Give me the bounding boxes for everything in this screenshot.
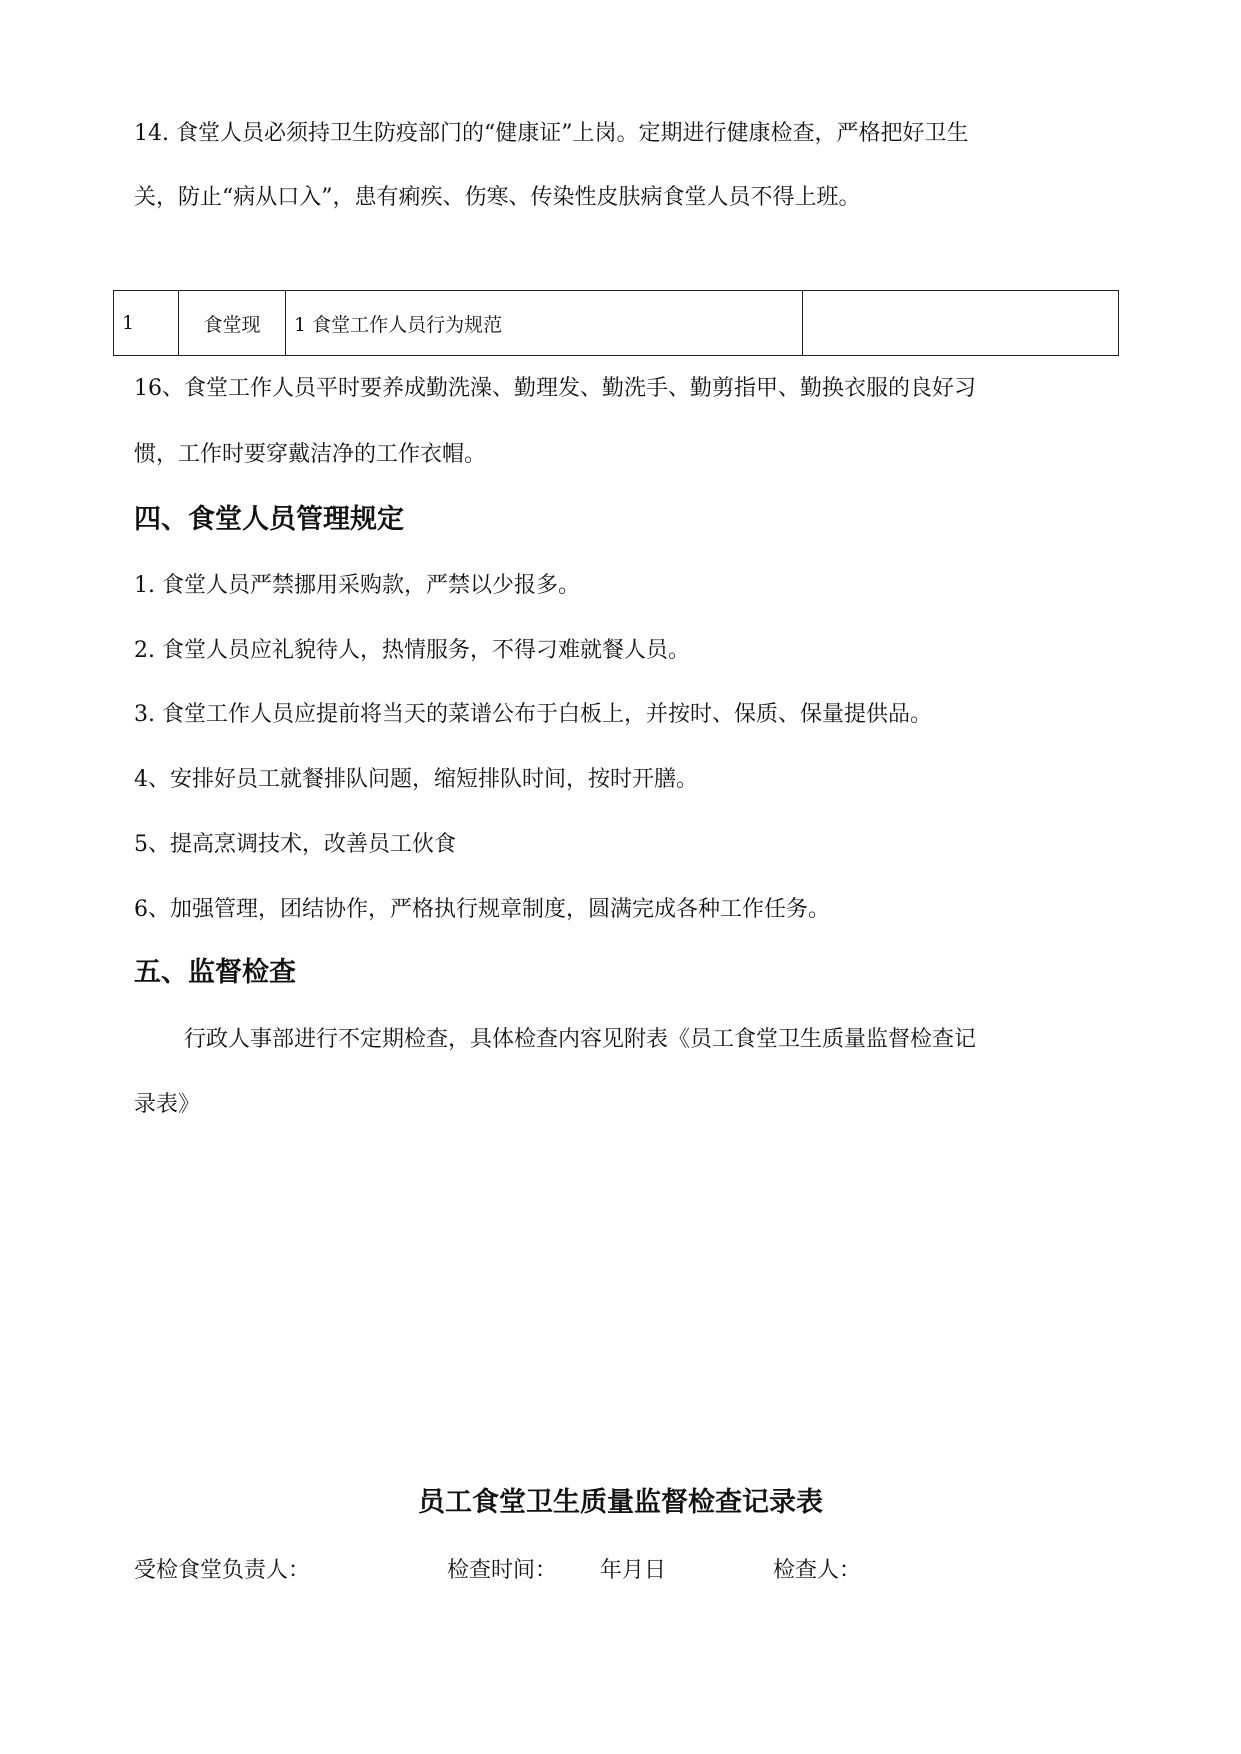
paragraph-14-line-1: 14. 食堂人员必须持卫生防疫部门的“健康证”上岗。定期进行健康检查，严格把好卫生 <box>134 121 969 146</box>
section-5-line-1: 行政人事部进行不定期检查，具体检查内容见附表《员工食堂卫生质量监督检查记 <box>184 1027 977 1052</box>
inspection-date-text: 年月日 <box>600 1558 667 1583</box>
section-4-item-4: 4、安排好员工就餐排队问题，缩短排队时间，按时开膳。 <box>134 767 698 792</box>
section-4-item-3: 3. 食堂工作人员应提前将当天的菜谱公布于白板上，并按时、保质、保量提供品。 <box>134 702 932 727</box>
section-5-heading: 五、监督检查 <box>134 957 296 988</box>
form-title: 员工食堂卫生质量监督检查记录表 <box>418 1487 823 1518</box>
table-cell-number: 1 <box>114 291 179 356</box>
section-4-heading: 四、食堂人员管理规定 <box>134 504 404 535</box>
section-4-item-1: 1. 食堂人员严禁挪用采购款，严禁以少报多。 <box>134 573 580 598</box>
table-row <box>114 291 1119 356</box>
section-5-line-2: 录表》 <box>134 1092 201 1117</box>
table-cell-empty <box>803 291 1119 356</box>
table-cell-item: 1 食堂工作人员行为规范 <box>286 291 803 356</box>
inspection-time-label: 检查时间： <box>447 1558 558 1583</box>
inspector-label: 检查人： <box>773 1558 862 1583</box>
paragraph-14-line-2: 关，防止“病从口入”，患有痢疾、伤寒、传染性皮肤病食堂人员不得上班。 <box>134 185 861 210</box>
table-cell-category: 食堂现 <box>179 291 286 356</box>
section-4-item-2: 2. 食堂人员应礼貌待人，热情服务，不得刁难就餐人员。 <box>134 638 690 663</box>
paragraph-16-line-2: 惯，工作时要穿戴洁净的工作衣帽。 <box>134 442 487 467</box>
paragraph-16-line-1: 16、食堂工作人员平时要养成勤洗澡、勤理发、勤洗手、勤剪指甲、勤换衣服的良好习 <box>134 376 976 401</box>
section-4-item-6: 6、加强管理，团结协作，严格执行规章制度，圆满完成各种工作任务。 <box>134 897 830 922</box>
responsible-person-label: 受检食堂负责人： <box>134 1558 311 1583</box>
inspection-table-fragment <box>113 290 1119 356</box>
section-4-item-5: 5、提高烹调技术，改善员工伙食 <box>134 832 456 857</box>
